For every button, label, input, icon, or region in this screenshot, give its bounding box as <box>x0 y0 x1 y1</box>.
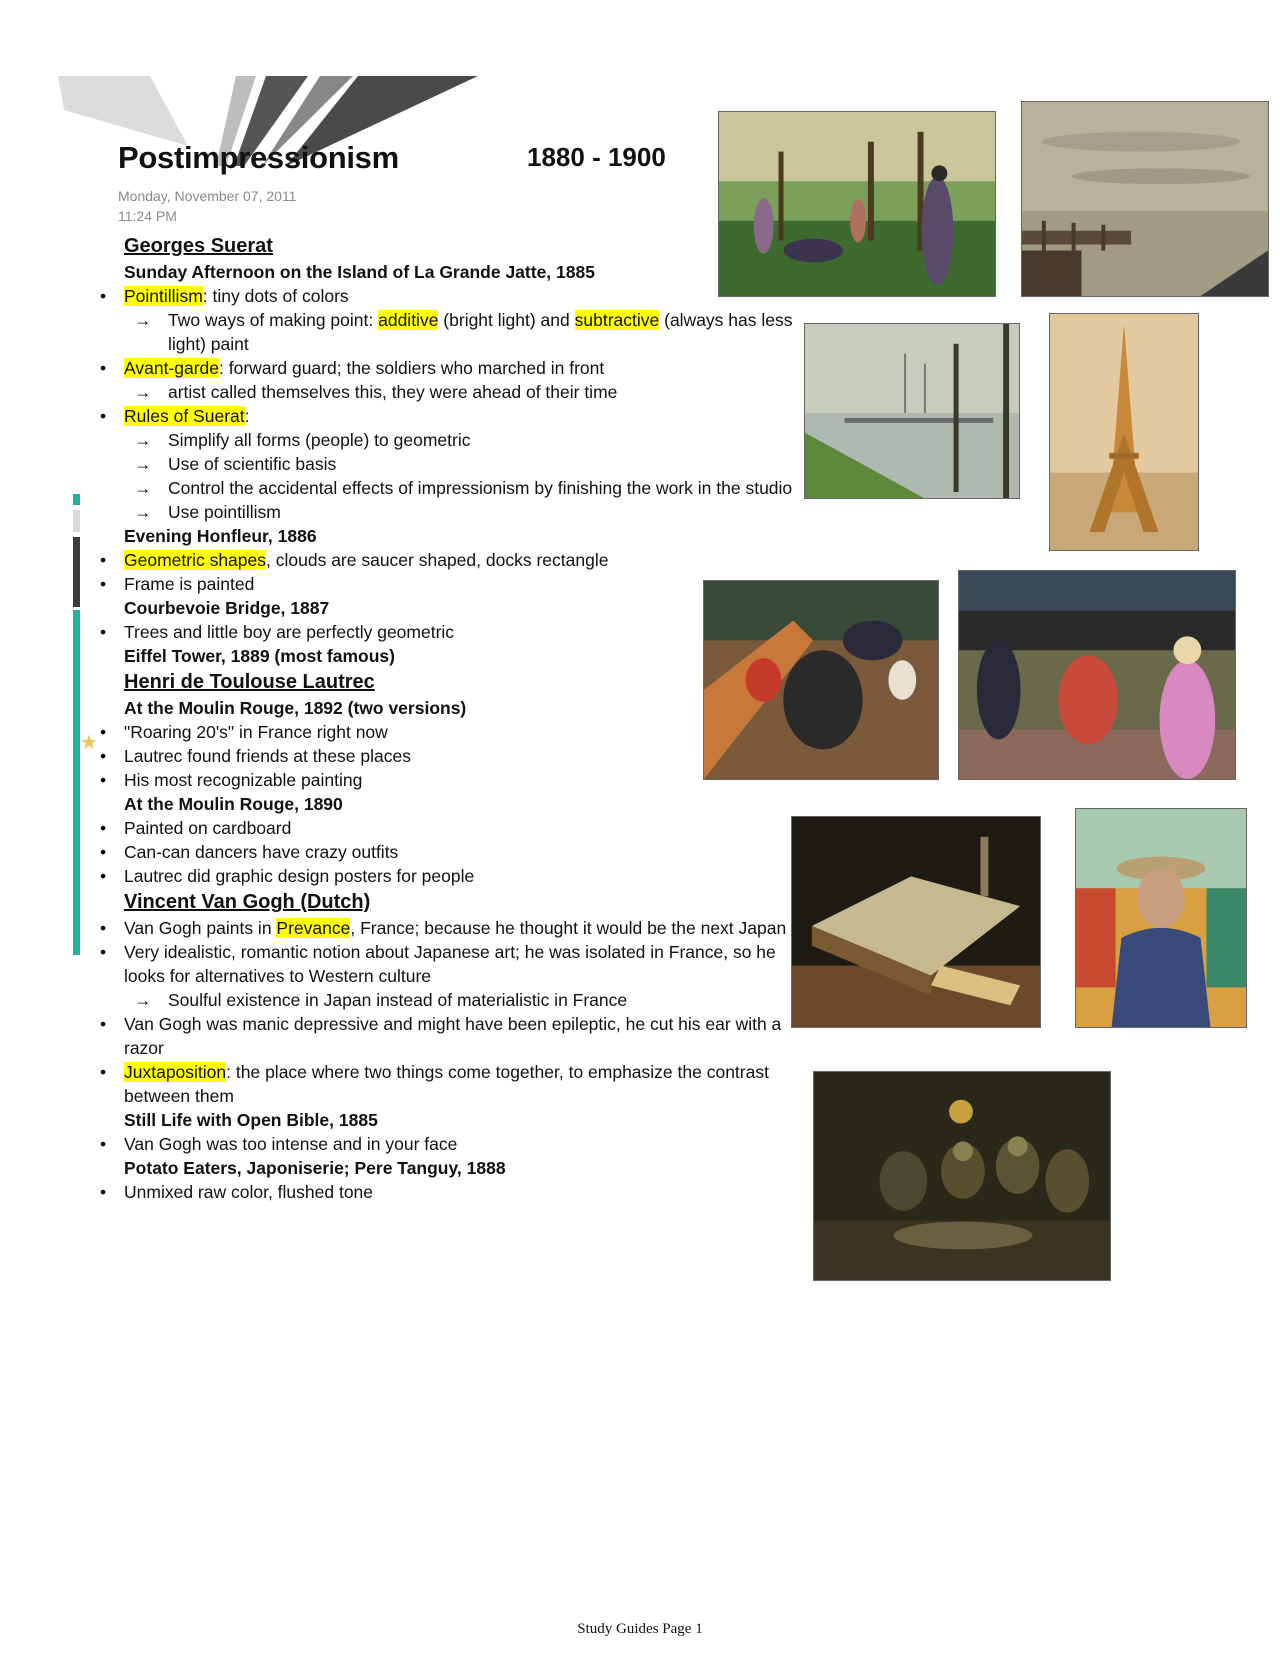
arrow-icon: → <box>134 430 152 450</box>
highlight-term: Prevance <box>276 918 351 938</box>
artwork-pere-tanguy <box>1075 808 1247 1028</box>
arrow-icon: → <box>134 478 152 498</box>
list-item: • Frame is painted <box>96 572 796 596</box>
artwork-courbevoie-bridge <box>804 323 1020 499</box>
highlight-term: Rules of Suerat <box>124 406 245 426</box>
item-text: : tiny dots of colors <box>202 286 349 306</box>
sub-item <box>96 380 796 404</box>
highlight-term: Pointillism <box>124 286 203 306</box>
page-title: Postimpressionism <box>118 140 399 175</box>
page-footer: Study Guides Page 1 <box>577 1621 703 1637</box>
work-title: Still Life with Open Bible, 1885 <box>124 1110 378 1130</box>
highlight-term: Geometric shapes <box>124 550 267 570</box>
highlight-term: additive <box>378 310 439 330</box>
artwork-evening-honfleur <box>1021 101 1269 297</box>
arrow-icon: → <box>134 382 152 402</box>
sub-item <box>96 476 796 500</box>
list-item: • Van Gogh was too intense and in your face <box>96 1132 796 1156</box>
margin-mark-dark <box>73 537 80 607</box>
list-item: • Can-can dancers have crazy outfits <box>96 840 796 864</box>
artwork-eiffel-tower <box>1049 313 1199 551</box>
sub-item <box>96 308 796 356</box>
star-icon: ★ <box>80 732 98 754</box>
artwork-moulin-rouge-1892 <box>703 580 939 780</box>
artwork-grande-jatte <box>718 111 996 297</box>
list-item <box>96 356 796 380</box>
artwork-potato-eaters <box>813 1071 1111 1281</box>
heading-seurat: Georges Suerat <box>124 235 273 257</box>
arrow-icon: → <box>134 310 152 330</box>
page-timestamp <box>118 186 296 226</box>
arrow-icon: → <box>134 990 152 1010</box>
highlight-term: Juxtaposition <box>124 1062 227 1082</box>
list-item <box>96 284 796 308</box>
item-text: Simplify all forms (people) to geometric <box>168 430 471 450</box>
item-text: Soulful existence in Japan instead of materialistic in France <box>168 990 628 1010</box>
artwork-still-life-bible <box>791 816 1041 1028</box>
work-title: Potato Eaters, Japoniserie; Pere Tanguy, 1888 <box>124 1158 506 1178</box>
item-text: : forward guard; the soldiers who marched in front <box>219 358 605 378</box>
heading-vangogh: Vincent Van Gogh (Dutch) <box>124 891 371 913</box>
list-item: • Painted on cardboard <box>96 816 796 840</box>
page-date: Monday, November 07, 2011 <box>118 188 297 204</box>
sub-item <box>96 988 796 1012</box>
list-item: • Trees and little boy are perfectly geometric <box>96 620 796 644</box>
item-text: , France; because he thought it would be the next Japan <box>350 918 787 938</box>
arrow-icon: → <box>134 502 152 522</box>
item-text: (always has less light) paint <box>168 310 793 354</box>
work-title: Sunday Afternoon on the Island of La Grande Jatte, 1885 <box>124 262 595 282</box>
sub-item <box>96 452 796 476</box>
item-text: (bright light) and <box>438 310 575 330</box>
item-text: artist called themselves this, they were ahead of their time <box>168 382 618 402</box>
page-years: 1880 - 1900 <box>527 142 666 172</box>
work-title: Evening Honfleur, 1886 <box>124 526 317 546</box>
list-item: • Lautrec did graphic design posters for people <box>96 864 796 888</box>
list-item: • Very idealistic, romantic notion about Japanese art; he was isolated in France, so he looks for alternatives to Western culture <box>96 940 796 988</box>
list-item <box>96 916 796 940</box>
margin-mark-teal-long <box>73 610 80 955</box>
margin-mark-gray <box>73 510 80 532</box>
list-item <box>96 1060 796 1108</box>
item-text: Use of scientific basis <box>168 454 337 474</box>
highlight-term: subtractive <box>574 310 660 330</box>
list-item: • His most recognizable painting <box>96 768 796 792</box>
item-text: Control the accidental effects of impressionism by finishing the work in the studio <box>168 478 793 498</box>
item-text: Use pointillism <box>168 502 281 522</box>
sub-item <box>96 500 796 524</box>
list-item: • Unmixed raw color, flushed tone <box>96 1180 796 1204</box>
list-item <box>96 404 796 428</box>
item-text: , clouds are saucer shaped, docks rectangle <box>266 550 609 570</box>
sub-item <box>96 428 796 452</box>
margin-mark-teal <box>73 494 80 505</box>
artwork-moulin-rouge-1890 <box>958 570 1236 780</box>
item-text: Two ways of making point: <box>168 310 379 330</box>
list-item <box>96 548 796 572</box>
item-text: : <box>244 406 250 426</box>
work-title: At the Moulin Rouge, 1890 <box>124 794 343 814</box>
list-item: • Lautrec found friends at these places <box>96 744 796 768</box>
work-title: At the Moulin Rouge, 1892 (two versions) <box>124 698 467 718</box>
list-item: • "Roaring 20's" in France right now <box>96 720 796 744</box>
highlight-term: Avant-garde <box>124 358 220 378</box>
heading-lautrec: Henri de Toulouse Lautrec <box>124 671 375 693</box>
work-title: Courbevoie Bridge, 1887 <box>124 598 330 618</box>
page-time: 11:24 PM <box>118 208 177 224</box>
item-text: Van Gogh paints in <box>124 918 277 938</box>
item-text: : the place where two things come together, to emphasize the contrast between them <box>124 1062 769 1106</box>
arrow-icon: → <box>134 454 152 474</box>
work-title: Eiffel Tower, 1889 (most famous) <box>124 646 395 666</box>
notes-body <box>96 232 796 1204</box>
list-item: • Van Gogh was manic depressive and might have been epileptic, he cut his ear with a razor <box>96 1012 796 1060</box>
